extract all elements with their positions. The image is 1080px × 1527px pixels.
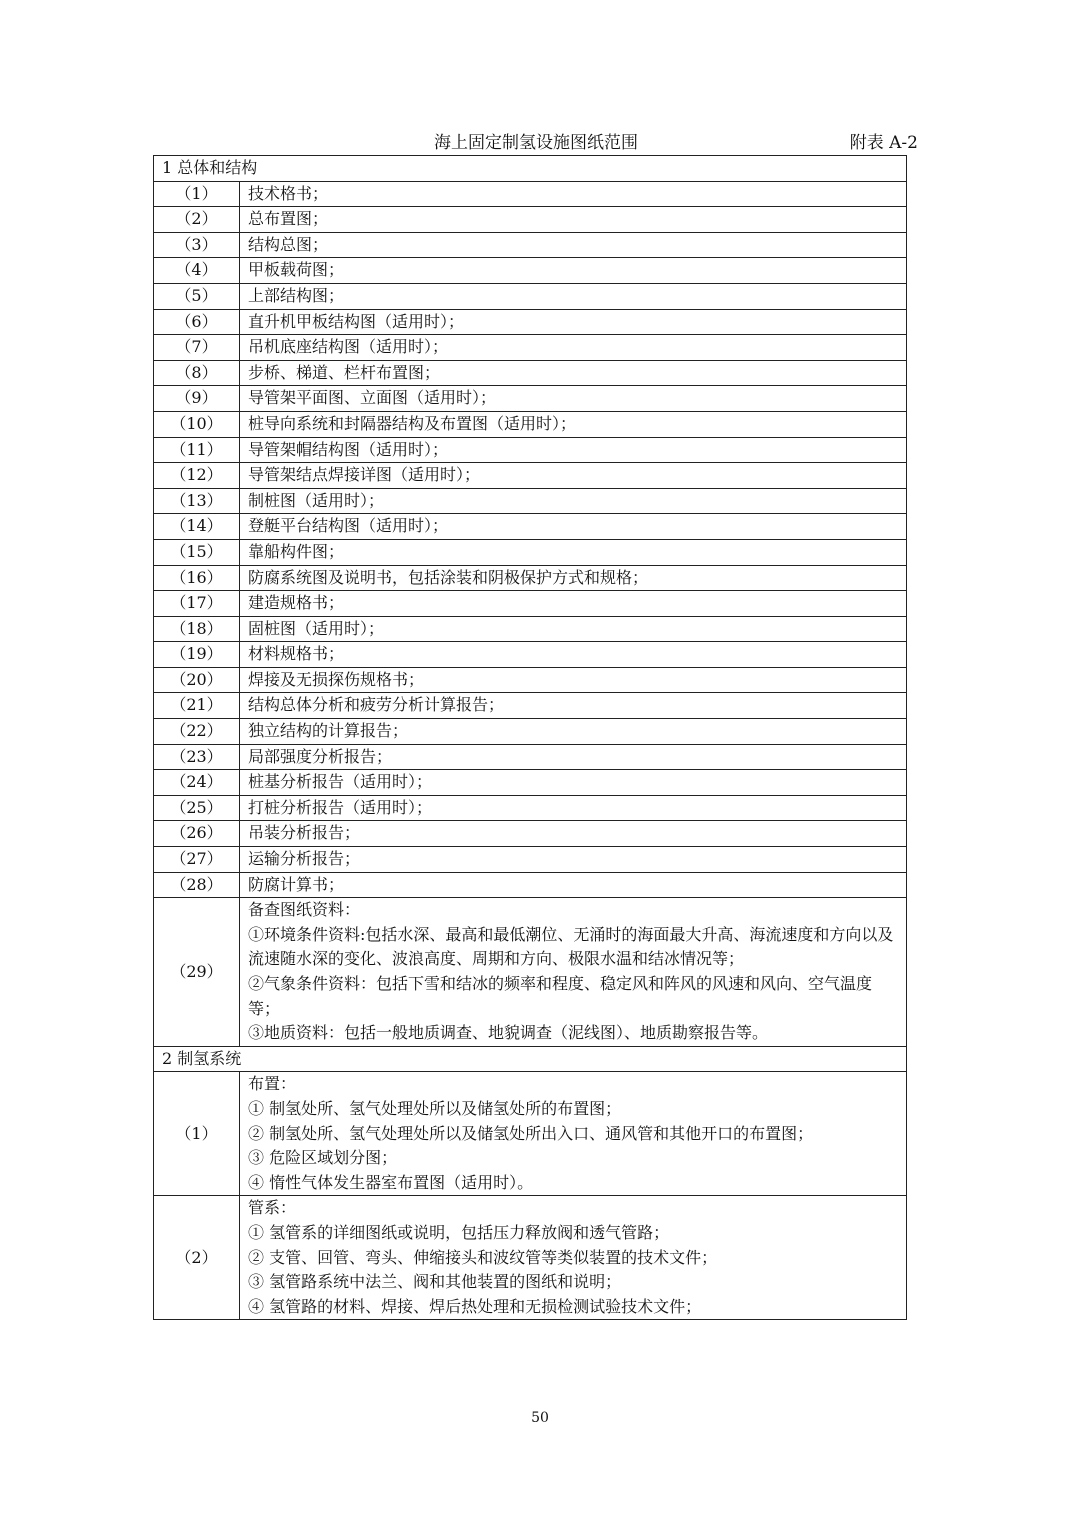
item-number: （26） <box>154 821 240 847</box>
item-text: 导管架结点焊接详图（适用时）； <box>240 463 907 489</box>
item-text-line: ④ 氢管路的材料、焊接、焊后热处理和无损检测试验技术文件； <box>248 1296 702 1316</box>
item-text: 上部结构图； <box>240 283 907 309</box>
item-text-line: ③ 氢管路系统中法兰、阀和其他装置的图纸和说明； <box>248 1272 622 1292</box>
table-row <box>154 258 907 284</box>
item-text: 步桥、梯道、栏杆布置图； <box>240 360 907 386</box>
section-header-row <box>154 156 907 182</box>
item-number: （1） <box>154 181 240 207</box>
item-text: 制桩图（适用时）； <box>240 488 907 514</box>
item-text-line: ① 氢管系的详细图纸或说明，包括压力释放阀和透气管路； <box>248 1222 670 1242</box>
table-row <box>154 181 907 207</box>
table-row <box>154 821 907 847</box>
item-text-line: ② 制氢处所、氢气处理处所以及储氢处所出入口、通风管和其他开口的布置图； <box>248 1123 814 1143</box>
item-text: 导管架帽结构图（适用时）； <box>240 437 907 463</box>
item-number: （2） <box>154 207 240 233</box>
item-number: （3） <box>154 232 240 258</box>
table-row <box>154 488 907 514</box>
item-number: （16） <box>154 565 240 591</box>
item-text: 运输分析报告； <box>240 847 907 873</box>
item-number: （21） <box>154 693 240 719</box>
item-text: 导管架平面图、立面图（适用时）； <box>240 386 907 412</box>
item-number: （10） <box>154 411 240 437</box>
table-row <box>154 360 907 386</box>
item-text: 总布置图； <box>240 207 907 233</box>
item-text: 材料规格书； <box>240 642 907 668</box>
item-text: 登艇平台结构图（适用时）； <box>240 514 907 540</box>
table-row <box>154 693 907 719</box>
item-text: 直升机甲板结构图（适用时）； <box>240 309 907 335</box>
item-number: （17） <box>154 591 240 617</box>
table-row <box>154 386 907 412</box>
item-text: 防腐计算书； <box>240 872 907 898</box>
item-number: （7） <box>154 335 240 361</box>
table-row <box>154 667 907 693</box>
item-text-line: ① 制氢处所、氢气处理处所以及储氢处所的布置图； <box>248 1098 622 1118</box>
table-row <box>154 642 907 668</box>
item-text-line: ③地质资料：包括一般地质调查、地貌调查（泥线图）、地质勘察报告等。 <box>248 1023 769 1043</box>
item-number: （24） <box>154 770 240 796</box>
table-row <box>154 539 907 565</box>
item-text: 靠船构件图； <box>240 539 907 565</box>
item-text: 甲板载荷图； <box>240 258 907 284</box>
item-text: 独立结构的计算报告； <box>240 719 907 745</box>
item-text-line: ② 支管、回管、弯头、伸缩接头和波纹管等类似装置的技术文件； <box>248 1247 718 1267</box>
item-text: 吊机底座结构图（适用时）； <box>240 335 907 361</box>
item-number: （23） <box>154 744 240 770</box>
item-text-line: ④ 惰性气体发生器室布置图（适用时）。 <box>248 1172 534 1192</box>
item-text-line: 备查图纸资料： <box>248 900 361 920</box>
table-row <box>154 795 907 821</box>
item-text: 固桩图（适用时）； <box>240 616 907 642</box>
item-number: （29） <box>154 898 240 1047</box>
table-row <box>154 847 907 873</box>
item-number: （20） <box>154 667 240 693</box>
item-text <box>240 898 907 1047</box>
item-text: 打桩分析报告（适用时）； <box>240 795 907 821</box>
table-row <box>154 770 907 796</box>
item-number: （4） <box>154 258 240 284</box>
item-text-line: ③ 危险区域划分图； <box>248 1148 398 1168</box>
item-number: （27） <box>154 847 240 873</box>
item-number: （8） <box>154 360 240 386</box>
table-row <box>154 411 907 437</box>
table-title: 海上固定制氢设施图纸范围 <box>434 133 638 153</box>
table-row <box>154 437 907 463</box>
item-number: （11） <box>154 437 240 463</box>
item-number: （18） <box>154 616 240 642</box>
item-text: 局部强度分析报告； <box>240 744 907 770</box>
item-text-line: ①环境条件资料:包括水深、最高和最低潮位、无涌时的海面最大升高、海流速度和方向以及流速随水深的变化、波浪高度、周期和方向、极限水温和结冰情况等； <box>248 924 894 969</box>
table-row <box>154 309 907 335</box>
item-text-line: 布置： <box>248 1074 297 1094</box>
item-number: （2） <box>154 1196 240 1320</box>
item-text <box>240 1072 907 1196</box>
item-text <box>240 1196 907 1320</box>
table-row <box>154 232 907 258</box>
table-row <box>154 283 907 309</box>
item-number: （14） <box>154 514 240 540</box>
item-number: （12） <box>154 463 240 489</box>
item-text: 吊装分析报告； <box>240 821 907 847</box>
item-number: （19） <box>154 642 240 668</box>
item-text: 技术格书； <box>240 181 907 207</box>
item-text: 桩基分析报告（适用时）； <box>240 770 907 796</box>
item-number: （28） <box>154 872 240 898</box>
table-row <box>154 514 907 540</box>
item-text: 结构总体分析和疲劳分析计算报告； <box>240 693 907 719</box>
section-header-row <box>154 1046 907 1072</box>
item-text-line: ②气象条件资料：包括下雪和结冰的频率和程度、稳定风和阵风的风速和风向、空气温度等； <box>248 974 873 1018</box>
table-row <box>154 335 907 361</box>
item-text: 焊接及无损探伤规格书； <box>240 667 907 693</box>
item-text-line: 管系： <box>248 1198 297 1218</box>
item-text: 防腐系统图及说明书，包括涂装和阴极保护方式和规格； <box>240 565 907 591</box>
drawing-scope-table <box>153 155 907 1320</box>
table-row <box>154 463 907 489</box>
table-row <box>154 1196 907 1320</box>
item-number: （25） <box>154 795 240 821</box>
table-row <box>154 719 907 745</box>
table-header <box>154 131 918 155</box>
table-row <box>154 898 907 1047</box>
table-row <box>154 744 907 770</box>
item-number: （5） <box>154 283 240 309</box>
page-number: 50 <box>531 1410 549 1426</box>
section-title: 1 总体和结构 <box>154 156 907 182</box>
appendix-tag: 附表 A-2 <box>849 133 918 153</box>
item-number: （6） <box>154 309 240 335</box>
item-text: 桩导向系统和封隔器结构及布置图（适用时）； <box>240 411 907 437</box>
table-body <box>154 156 907 1320</box>
table-row <box>154 591 907 617</box>
item-number: （9） <box>154 386 240 412</box>
section-title: 2 制氢系统 <box>154 1046 907 1072</box>
item-number: （15） <box>154 539 240 565</box>
item-text: 结构总图； <box>240 232 907 258</box>
table-row <box>154 207 907 233</box>
table-row <box>154 1072 907 1196</box>
table-row <box>154 565 907 591</box>
item-number: （1） <box>154 1072 240 1196</box>
table-row <box>154 616 907 642</box>
item-number: （13） <box>154 488 240 514</box>
item-text: 建造规格书； <box>240 591 907 617</box>
item-number: （22） <box>154 719 240 745</box>
table-row <box>154 872 907 898</box>
